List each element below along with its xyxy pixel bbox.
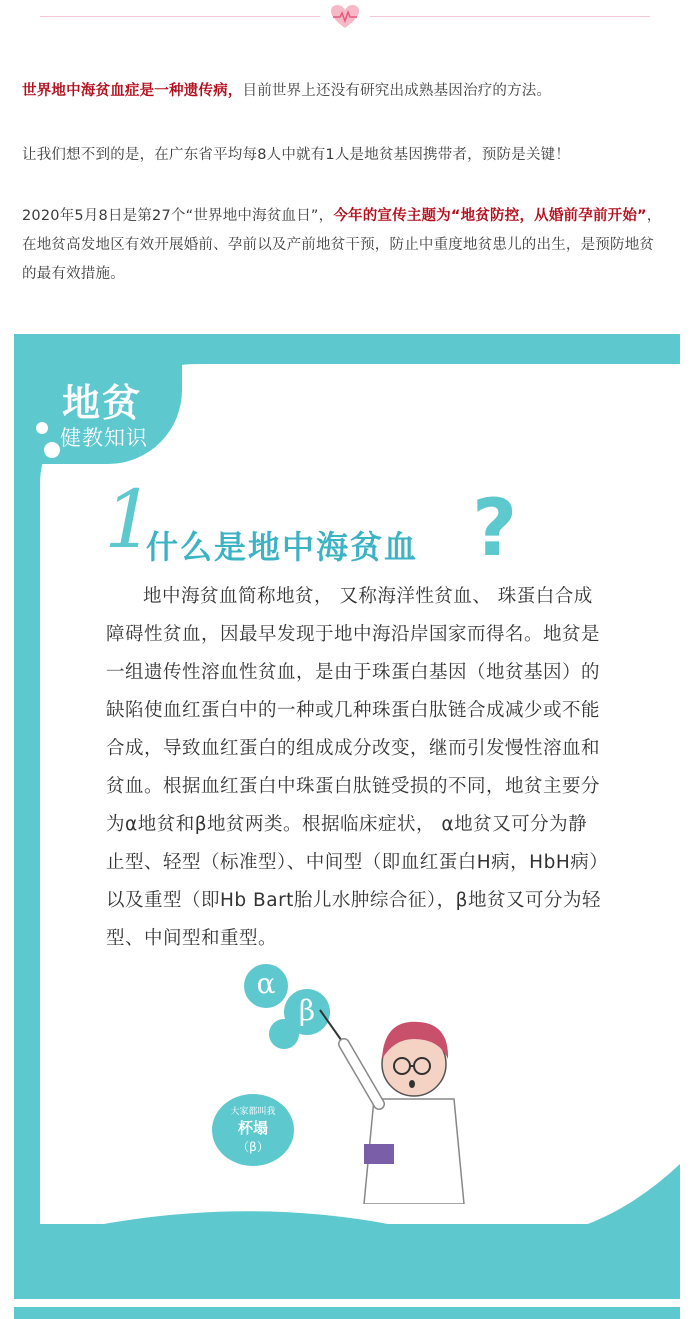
divider-line-right: [370, 16, 650, 17]
next-card-edge: [14, 1307, 680, 1319]
section-body: 地中海贫血简称地贫， 又称海洋性贫血、 珠蛋白合成障碍性贫血，因最早发现于地中海沿岸国家而得名。地贫是一组遗传性溶血性贫血，是由于珠蛋白基因（地贫基因）的缺陷使血红蛋白中的一种或几种珠蛋白肽链合成减少或不能合成，导致血红蛋白的组成成分改变，继而引发慢性溶血和贫血。根据血红蛋白中珠蛋白肽链受损的不同，地贫主要分为α地贫和β地贫两类。根据临床症状， α地贫又可分为静止型、轻型（标准型）、中间型（即血红蛋白H病，HbH病）以及重型（即Hb Bart胎儿水肿综合征），β地贫又可分为轻型、中间型和重型。: [106, 586, 601, 949]
speech-paren-text: （β）: [237, 1140, 269, 1154]
intro-highlight-3: 今年的宣传主题为“地贫防控，从婚前孕前开始”: [333, 208, 647, 224]
question-mark-icon: ?: [472, 484, 518, 574]
decor-dot: [36, 422, 48, 434]
badge-title: 地贫: [62, 381, 143, 425]
alpha-bubble: α: [244, 964, 288, 1008]
intro-highlight-1: 世界地中海贫血症是一种遗传病，: [22, 83, 243, 99]
top-divider: [40, 16, 650, 18]
section-number: 1: [104, 473, 155, 566]
intro-paragraph-3: [22, 202, 668, 289]
section-heading: 什么是地中海贫血: [146, 528, 419, 566]
intro-paragraph-2: 让我们想不到的是，在广东省平均每8人中就有1人是地贫基因携带者，预防是关键！: [22, 147, 571, 163]
speech-big-text: 杯塌: [237, 1119, 268, 1137]
bottom-wave: [14, 1124, 680, 1299]
speech-small-text: 大家都叫我: [230, 1107, 276, 1117]
intro-paragraph-1: [22, 77, 668, 106]
decor-dot: [44, 442, 60, 458]
intro-text-3b: ，在地贫高发地区有效开展婚前、孕前以及产前地贫干预，防止中重度地贫患儿的出生，是预防地贫的最有效措施。: [22, 208, 662, 282]
intro-text-1: 目前世界上还没有研究出成熟基因治疗的方法。: [242, 83, 552, 99]
knowledge-card: [14, 334, 680, 1299]
beta-bubble: β: [284, 989, 330, 1035]
heart-icon: [330, 4, 360, 30]
divider-line-left: [40, 16, 320, 17]
badge-subtitle: 健教知识: [60, 426, 148, 450]
intro-text-3a: 2020年5月8日是第27个“世界地中海贫血日”，: [22, 208, 334, 224]
